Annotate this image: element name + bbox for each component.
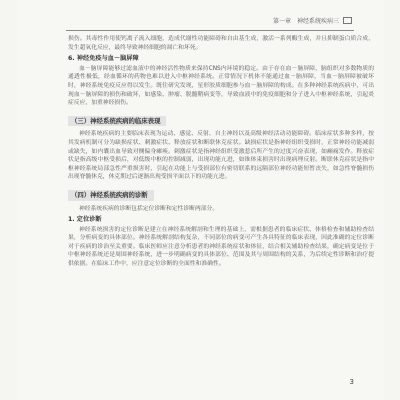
section-heading: （四）神经系统疾病的诊断 <box>68 190 154 201</box>
section-heading: （三）神经系统疾病的临床表现 <box>68 116 166 127</box>
paragraph: 神经系统损害的定位诊断是建立在神经系统解剖和生理的基础上，需根据患者的临床症状、体格检查和辅助检查结果，分析病变的具体部位。神经系统解剖结构复杂，不同部位的病变可产生各具特征的临床表现，因此准确的定位诊断对于疾病的诊治至关重要。临床医师应注意分析患者的神经系统症状和体征，结合相关辅助检查结果，确定病变是位于中枢神经系统还是周围神经系统，进一步明确病变的具体部位、范围及其与周围结构的关系，为后续定性诊断和治疗提供依据。在临床工作中，应注意定位诊断的全面性和准确性。 <box>68 226 374 268</box>
paragraph: 血－脑屏障能够过滤血液中的神经活性物质来保持CNS内环境的稳定。由于存在血－脑屏障，脑组织对多数物质的通透性极低，经血循环的药物也难以进入中枢神经系统。正常情况下机体不能通过血－脑屏障，当血－脑屏障被破坏时，神经系统免疫反应得以发生。既往研究发现，星形胶质细胞参与血－脑屏障的构成。在多种神经系统疾病中，可出现血－脑屏障的损伤和破坏，如感染、肿瘤、脱髓鞘病变等，导致血液中的免疫细胞和分子进入中枢神经系统，引起炎症反应，加重神经损伤。 <box>68 65 374 107</box>
subsection-heading: 1. 定位诊断 <box>68 216 102 224</box>
chapter-title: 第一章 神经系统疾病三 <box>272 18 339 25</box>
chapter-mark-icon <box>343 17 352 24</box>
chapter-header <box>273 16 352 25</box>
page-sheet <box>18 0 384 400</box>
page-number: 3 <box>349 378 354 386</box>
body-text <box>68 35 374 271</box>
running-header <box>66 6 354 31</box>
paragraph: 损伤。其毒性作用使钙离子流入细胞，造成代谢性功能障碍和自由基生成，激活一系列酶生成，并且抑制蛋白质合成，发生超氧化反应，最终导致神经细胞的凋亡和坏死。 <box>68 36 374 51</box>
section-heading: 6. 神经免疫与血－脑屏障 <box>68 55 139 63</box>
paragraph: 神经系统疾病的主要临床表现为运动、感觉、反射、自主神经以及高级神经活动功能障碍。临床症状多种多样，按其发病机制可分为缺损症状、刺激症状、释放症状和断联休克症状。缺损症状是指神经组织受损时，正常神经功能减弱或缺失，如内囊出血导致对侧偏身瘫痪。刺激症状是指神经组织受激惹后所产生的过度兴奋表现，如癫痫发作。释放症状是指高级中枢受损后，对低级中枢的控制减弱，出现功能亢进，如锥体束损害时出现病理反射。断联休克症状是指中枢神经系统局部急性严重损害时，引起在功能上与受损部位有密切联系的远隔部位神经功能短暂丧失，如急性脊髓损伤出现脊髓休克，休克期过后逐渐出现受损平面以下的功能亢进。 <box>68 131 374 181</box>
paragraph: 神经系统疾病的诊断包括定位诊断和定性诊断两部分。 <box>79 205 219 212</box>
